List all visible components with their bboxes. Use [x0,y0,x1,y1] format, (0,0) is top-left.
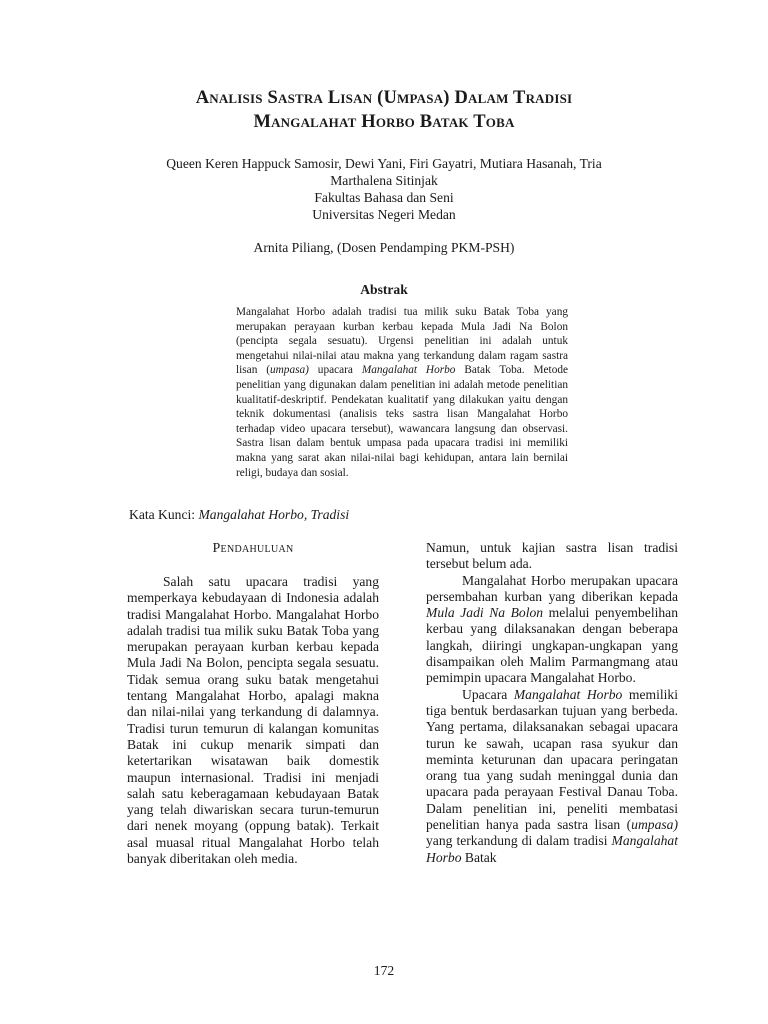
left-paragraph-1: Salah satu upacara tradisi yang memperkaya kebudayaan di Indonesia adalah tradisi Mangalahat Horbo. Mangalahat Horbo adalah tradisi tua milik suku Batak Toba yang merupakan perayaan kurban kerbau kepada Mula Jadi Na Bolon, pencipta segala sesuatu. Tidak semua orang suku batak mengetahui tentang Mangalahat Horbo, apalagi makna dan nilai-nilai yang terkandung di dalamnya. Tradisi turun temurun di kalangan komunitas Batak ini cukup menarik simpati dan ketertarikan wisatawan baik domestik maupun internasional. Tradisi ini menjadi salah satu keberagamaan kebudayaan Batak yang telah diwariskan secara turun-temurun dari nenek moyang (oppung batak). Terkait asal muasal ritual Mangalahat Horbo telah banyak diberitakan oleh media. [127,574,379,867]
abstract-text-2: upacara [308,364,362,377]
section-heading-pendahuluan: Pendahuluan [212,541,294,556]
abstract-text-1: Mangalahat Horbo adalah tradisi tua milik suku Batak Toba yang merupakan perayaan kurban kerbau kepada Mula Jadi Na Bolon (pencipta segala sesuatu). Urgensi penelitian ini adalah untuk mengetahui nilai-nilai atau makna yang terkandung dalam ragam sastra lisan ( [236,306,568,377]
abstract-italic-2: Mangalahat Horbo [361,364,456,377]
faculty: Fakultas Bahasa dan Seni [314,190,454,205]
abstract-body [236,305,568,480]
right-column [426,540,678,866]
authors-line-1: Queen Keren Happuck Samosir, Dewi Yani, Firi Gayatri, Mutiara Hasanah, Tria [166,156,602,171]
title-line-1: Analisis Sastra Lisan (Umpasa) Dalam Tradisi [195,88,573,108]
university: Universitas Negeri Medan [312,207,456,222]
right-p3-text-a: Upacara [462,686,514,702]
keywords [129,507,349,523]
abstract-paragraph [236,305,568,480]
right-p2-text-a: Mangalahat Horbo merupakan upacara persembahan kurban yang diberikan kepada [426,572,678,604]
right-p2-text-b: melalui penyembelihan kerbau yang dilaksanakan dengan beberapa langkah, diiringi ungkapan-ungkapan yang disampaikan oleh Malim Parmangmang atau pemimpin upacara Mangalahat Horbo. [426,605,679,686]
right-p3-text-d: Batak [461,849,497,865]
right-p3-italic-3: Mangalahat Horbo [426,833,678,865]
left-column [127,574,379,867]
right-paragraph-2 [426,573,678,687]
abstract-italic-1: umpasa) [270,364,309,377]
abstract-text-3: Batak Toba. Metode penelitian yang digunakan dalam penelitian ini adalah metode penelitian kualitatif-deskriptif. Pendekatan kualitatif yang dilakukan yaitu dengan teknik dokumentasi (analisis teks sastra lisan Mangalahat Horbo terhadap video upacara tersebut), wawancara langsung dan observasi. Sastra lisan dalam bentuk umpasa pada upacara tradisi ini memiliki makna yang sarat akan nilai-nilai bagi kehidupan, antara lain bernilai religi, budaya dan sosial. [236,364,568,479]
paper-title [0,86,768,134]
abstract-heading: Abstrak [360,282,408,297]
right-p3-italic-2: umpasa) [631,817,678,833]
supervisor: Arnita Piliang, (Dosen Pendamping PKM-PSH) [253,240,515,255]
right-paragraph-1: Namun, untuk kajian sastra lisan tradisi tersebut belum ada. [426,540,678,572]
right-paragraph-3 [426,687,678,866]
title-line-2: Mangalahat Horbo Batak Toba [253,112,515,132]
right-p3-italic-1: Mangalahat Horbo [513,686,623,702]
keywords-value: Mangalahat Horbo, Tradisi [198,507,350,522]
right-p2-italic: Mula Jadi Na Bolon [426,605,544,621]
authors-line-2: Marthalena Sitinjak [330,173,438,188]
page-number: 172 [373,963,395,978]
right-p3-text-c: yang terkandung di dalam tradisi [426,833,612,849]
keywords-label: Kata Kunci: [129,507,199,522]
right-p3-text-b: memiliki tiga bentuk berdasarkan tujuan yang berbeda. Yang pertama, dilaksanakan sebagai upacara turun ke sawah, ucapan rasa syukur dan meminta keturunan dan upacara peringatan orang tua yang sudah meninggal dunia dan upacara pada perayaan Festival Danau Toba. Dalam penelitian ini, peneliti membatasi penelitian hanya pada sastra lisan ( [426,686,678,833]
